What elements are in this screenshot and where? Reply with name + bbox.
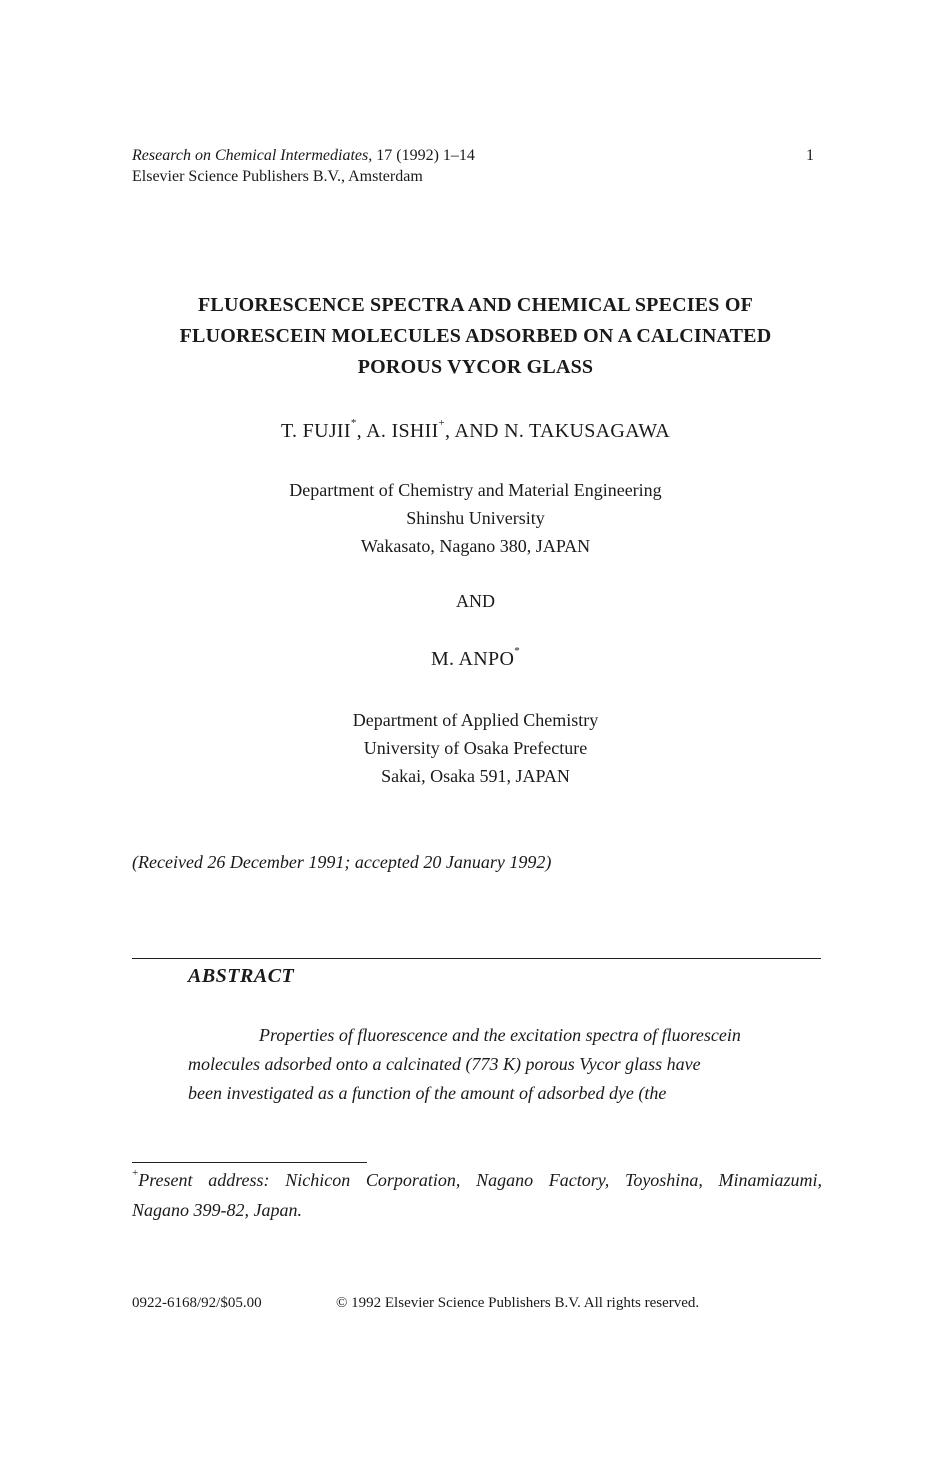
journal-name: Research on Chemical Intermediates,: [132, 147, 373, 164]
footnote-line: [132, 1165, 822, 1195]
abstract-divider: [132, 958, 821, 959]
title-line-2: FLUORESCEIN MOLECULES ADSORBED ON A CALCINATED: [179, 325, 772, 347]
journal-volume-pages: 17 (1992) 1–14: [372, 147, 475, 164]
affiliation-line: Wakasato, Nagano 380, JAPAN: [360, 536, 591, 556]
affiliation-1: [0, 476, 951, 560]
article-code: 0922-6168/92/$05.00: [132, 1295, 262, 1311]
publisher-line: Elsevier Science Publishers B.V., Amsterdam: [132, 168, 423, 185]
affiliation-line: Department of Chemistry and Material Engineering: [289, 480, 662, 500]
author-name: M. ANPO: [430, 648, 515, 670]
author-name: A. ISHII: [366, 420, 439, 442]
affiliation-line: Shinshu University: [406, 508, 545, 528]
page-number: 1: [806, 147, 814, 164]
affiliation-line: Sakai, Osaka 591, JAPAN: [381, 766, 570, 786]
abstract-line: molecules adsorbed onto a calcinated (773 K) porous Vycor glass have: [188, 1054, 701, 1074]
footnote-line: Nagano 399-82, Japan.: [132, 1200, 302, 1220]
author-separator: , AND: [445, 420, 505, 442]
abstract-line: been investigated as a function of the amount of adsorbed dye (the: [188, 1083, 667, 1103]
journal-citation: [132, 146, 475, 166]
corresponding-author-mark: *: [350, 417, 357, 430]
footnote-mark: +: [132, 1167, 139, 1179]
abstract-text: [188, 1021, 788, 1108]
footnote: [132, 1165, 822, 1225]
title-line-3: POROUS VYCOR GLASS: [357, 356, 594, 378]
abstract-heading: ABSTRACT: [188, 965, 295, 987]
paper-title: [0, 290, 951, 383]
footnote-text: Present address: Nichicon Corporation, Nagano Factory, Toyoshina, Minamiazumi,: [138, 1170, 822, 1190]
received-dates: (Received 26 December 1991; accepted 20 January 1992): [132, 852, 552, 872]
author-name: T. FUJII: [281, 420, 351, 442]
author-separator: ,: [356, 420, 367, 442]
title-line-1: FLUORESCENCE SPECTRA AND CHEMICAL SPECIES OF: [197, 294, 753, 316]
abstract-line: Properties of fluorescence and the excitation spectra of fluorescein: [259, 1025, 741, 1045]
author-conjunction: AND: [456, 591, 495, 611]
copyright-notice: © 1992 Elsevier Science Publishers B.V. All rights reserved.: [336, 1295, 700, 1311]
affiliation-line: University of Osaka Prefecture: [363, 738, 588, 758]
corresponding-author-mark: *: [514, 645, 521, 658]
affiliation-2: [0, 706, 951, 790]
footnote-divider: [132, 1162, 367, 1163]
affiliation-line: Department of Applied Chemistry: [352, 710, 599, 730]
author-list-1: [0, 418, 951, 444]
author-list-2: [0, 646, 951, 672]
author-name: N. TAKUSAGAWA: [504, 420, 670, 442]
footnote-mark: +: [438, 417, 446, 430]
